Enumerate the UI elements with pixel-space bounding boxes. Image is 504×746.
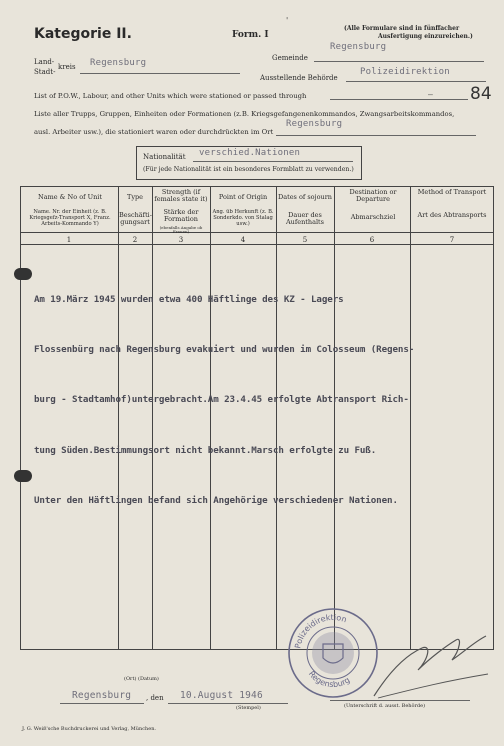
handwritten-number: 84 <box>470 84 492 104</box>
col-2-header-en: Type <box>126 193 143 201</box>
footer-place: Regensburg <box>72 690 132 701</box>
behoerde-value: Polizeidirektion <box>360 67 450 77</box>
form-number: Form. I <box>232 30 269 40</box>
nationality-label: Nationalität <box>143 153 186 161</box>
col-7-header-de: Art des Abtransports <box>417 211 487 219</box>
col-6-header-de: Abmarschziel <box>350 213 396 221</box>
stamp-text-bottom: Regensburg <box>306 669 352 690</box>
ort-datum-label: (Ort) (Datum) <box>124 676 159 682</box>
col-3-number: 3 <box>178 236 184 244</box>
col-1-number: 1 <box>66 236 72 244</box>
col-3-header-de: Stärke der Formation <box>163 208 199 223</box>
body-line-1: Am 19.März 1945 wurden etwa 400 Häftlinge des KZ - Lagers <box>34 293 344 305</box>
gemeinde-label: Gemeinde <box>272 54 308 62</box>
col-2-number: 2 <box>132 236 138 244</box>
nationality-note: (Für jede Nationalität ist ein besonderes Formblatt zu verwenden.) <box>143 166 354 173</box>
liste-line-1: Liste aller Trupps, Gruppen, Einheiten oder Formationen (z.B. Kriegsgefangenenkommandos, Zwangsarbeitskommandos, <box>34 110 455 118</box>
stadt-label: Stadt- <box>34 68 56 76</box>
copies-note-2: Ausfertigung einzureichen.) <box>378 33 473 40</box>
col-4-number: 4 <box>240 236 246 244</box>
unterschrift-label: (Unterschrift d. ausst. Behörde) <box>344 703 426 709</box>
stempel-label: (Stempel) <box>236 705 261 711</box>
col-5-number: 5 <box>302 236 308 244</box>
col-3-header-de2: (ebenfalls Angabe ob Frauen) <box>159 225 203 234</box>
kreis-value: Regensburg <box>90 58 147 68</box>
kategorie-title: Kategorie II. <box>34 26 132 42</box>
body-line-3: burg - Stadtamhof)untergebracht.Am 23.4.45 erfolgte Abtransport Rich- <box>34 394 409 406</box>
punch-hole-bottom <box>14 470 32 482</box>
col-4-header-en: Point of Origin <box>218 193 268 201</box>
liste-line-2: ausl. Arbeiter usw.), die stationiert waren oder durchdrückten im Ort <box>34 128 274 136</box>
nationality-box <box>136 146 362 180</box>
col-6-header-en: Destination or Departure <box>349 188 397 203</box>
ort-value: Regensburg <box>286 119 343 129</box>
col-1-header-en: Name & No of Unit <box>38 193 102 201</box>
kreis-label: kreis <box>58 63 76 71</box>
land-label: Land- <box>34 58 55 66</box>
nationality-value: verschied.Nationen <box>199 148 301 158</box>
body-line-2: Flossenbürg nach Regensburg evakuiert und wurden im Colosseum (Regens- <box>34 343 415 355</box>
body-line-4: tung Süden.Bestimmungsort nicht bekannt.Marsch erfolgte zu Fuß. <box>34 444 377 456</box>
col-7-number: 7 <box>449 236 455 244</box>
printer-imprint: J. G. Weiß'sche Buchdruckerei und Verlag, München. <box>22 726 157 732</box>
col-2-header-de: Beschäfti-gungsart <box>119 211 152 226</box>
col-3-header-en: Strength (if females state it) <box>154 188 208 203</box>
col-1-header-de: Name. Nr. der Einheit (z. B. Kriegsgefz-Transport X, Franz. Arbeits-Kommando Y) <box>29 209 111 227</box>
body-line-5: Unter den Häftlingen befand sich Angehörige verschiedener Nationen. <box>34 495 398 507</box>
col-5-header-de: Dauer des Aufenthalts <box>285 211 325 226</box>
behoerde-label: Ausstellende Behörde <box>260 74 338 82</box>
col-4-header-de: Ang. üb Herkunft (z. B. Sonderkdo. von Stalag usw.) <box>212 209 274 227</box>
signature <box>370 630 494 704</box>
official-stamp <box>286 606 380 700</box>
body-text <box>34 258 474 544</box>
col-7-header-en: Method of Transport <box>417 188 487 196</box>
col-6-number: 6 <box>369 236 375 244</box>
stamp-text-top: Polizeidirektion <box>293 612 348 650</box>
punch-hole-top <box>14 268 32 280</box>
top-tick: ' <box>286 16 289 25</box>
footer-date: 10.August 1946 <box>180 690 263 701</box>
footer-den: , den <box>146 694 164 702</box>
gemeinde-value: Regensburg <box>330 42 387 52</box>
list-line-en: List of P.O.W., Labour, and other Units which were stationed or passed through <box>34 92 307 100</box>
copies-note-1: (Alle Formulare sind in fünffacher <box>344 25 460 32</box>
col-5-header-en: Dates of sojourn <box>278 193 332 201</box>
pencil-mark: — <box>428 90 433 99</box>
